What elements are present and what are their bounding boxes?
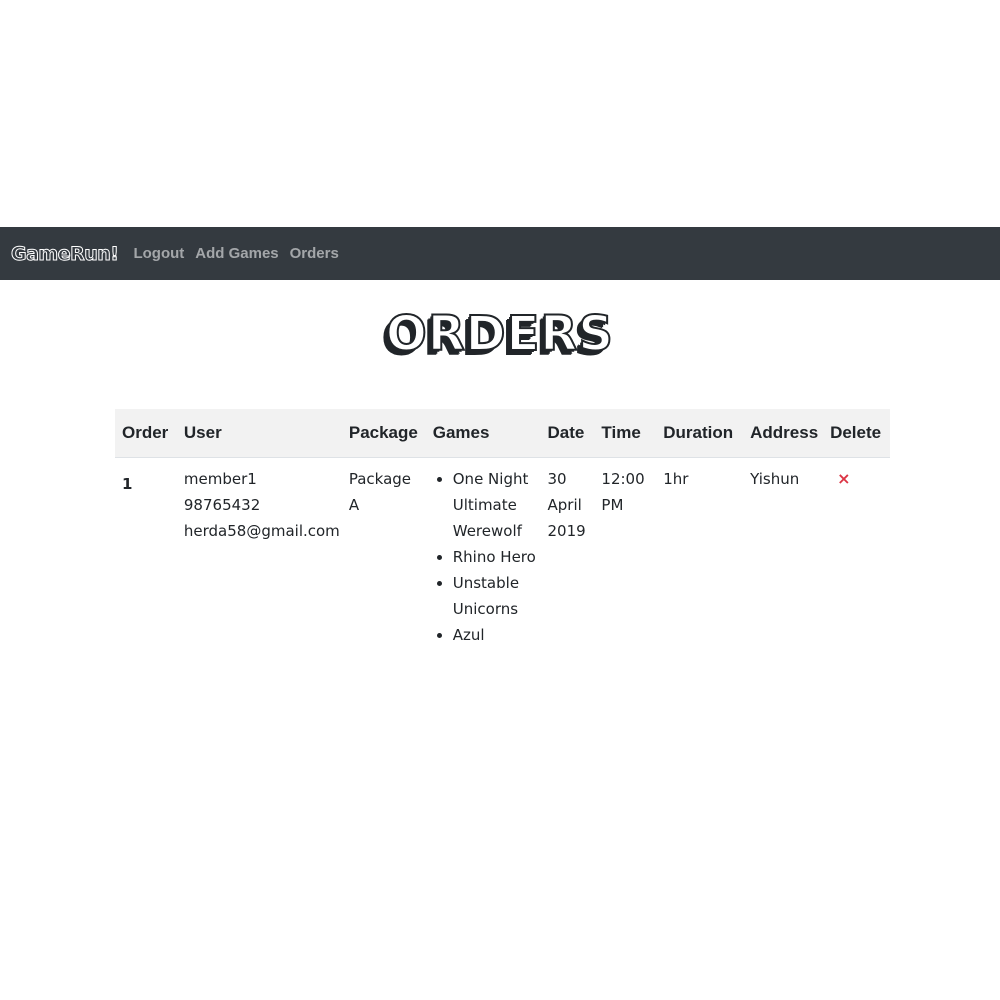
nav-link-orders[interactable]: Orders bbox=[289, 245, 339, 262]
orders-table bbox=[115, 409, 890, 648]
user-email: herda58@gmail.com bbox=[183, 522, 340, 540]
navbar bbox=[0, 227, 1000, 280]
header-package: Package bbox=[342, 409, 426, 458]
header-delete: Delete bbox=[823, 409, 890, 458]
header-address: Address bbox=[743, 409, 823, 458]
date-cell: 30 April 2019 bbox=[547, 470, 586, 540]
brand-logo[interactable]: GameRun! bbox=[11, 242, 119, 265]
header-duration: Duration bbox=[656, 409, 743, 458]
order-number: 1 bbox=[122, 475, 133, 493]
table-header bbox=[115, 409, 890, 458]
delete-icon[interactable]: × bbox=[837, 469, 851, 488]
game-item: • Unstable Unicorns bbox=[453, 570, 541, 622]
header-user: User bbox=[177, 409, 342, 458]
table-header-row bbox=[115, 409, 890, 458]
address-cell: Yishun bbox=[750, 470, 800, 488]
package-cell: Package A bbox=[348, 470, 412, 514]
header-order: Order bbox=[115, 409, 177, 458]
delete-cell bbox=[823, 458, 890, 649]
nav-link-add-games[interactable]: Add Games bbox=[195, 245, 279, 262]
page-title: ORDERS bbox=[386, 306, 614, 362]
nav-link-logout[interactable]: Logout bbox=[133, 245, 185, 262]
user-phone: 98765432 bbox=[183, 496, 261, 514]
table-row bbox=[115, 458, 890, 649]
duration-cell: 1hr bbox=[663, 470, 689, 488]
header-time: Time bbox=[594, 409, 656, 458]
header-games: Games bbox=[426, 409, 541, 458]
header-date: Date bbox=[541, 409, 595, 458]
time-cell: 12:00 PM bbox=[601, 470, 645, 514]
game-item: • Rhino Hero bbox=[453, 544, 541, 570]
user-username: member1 bbox=[183, 470, 257, 488]
games-cell bbox=[426, 458, 541, 649]
user-cell bbox=[177, 458, 342, 649]
games-list bbox=[433, 466, 541, 648]
game-item: • One Night Ultimate Werewolf bbox=[453, 466, 541, 544]
game-item: • Azul bbox=[453, 622, 541, 648]
